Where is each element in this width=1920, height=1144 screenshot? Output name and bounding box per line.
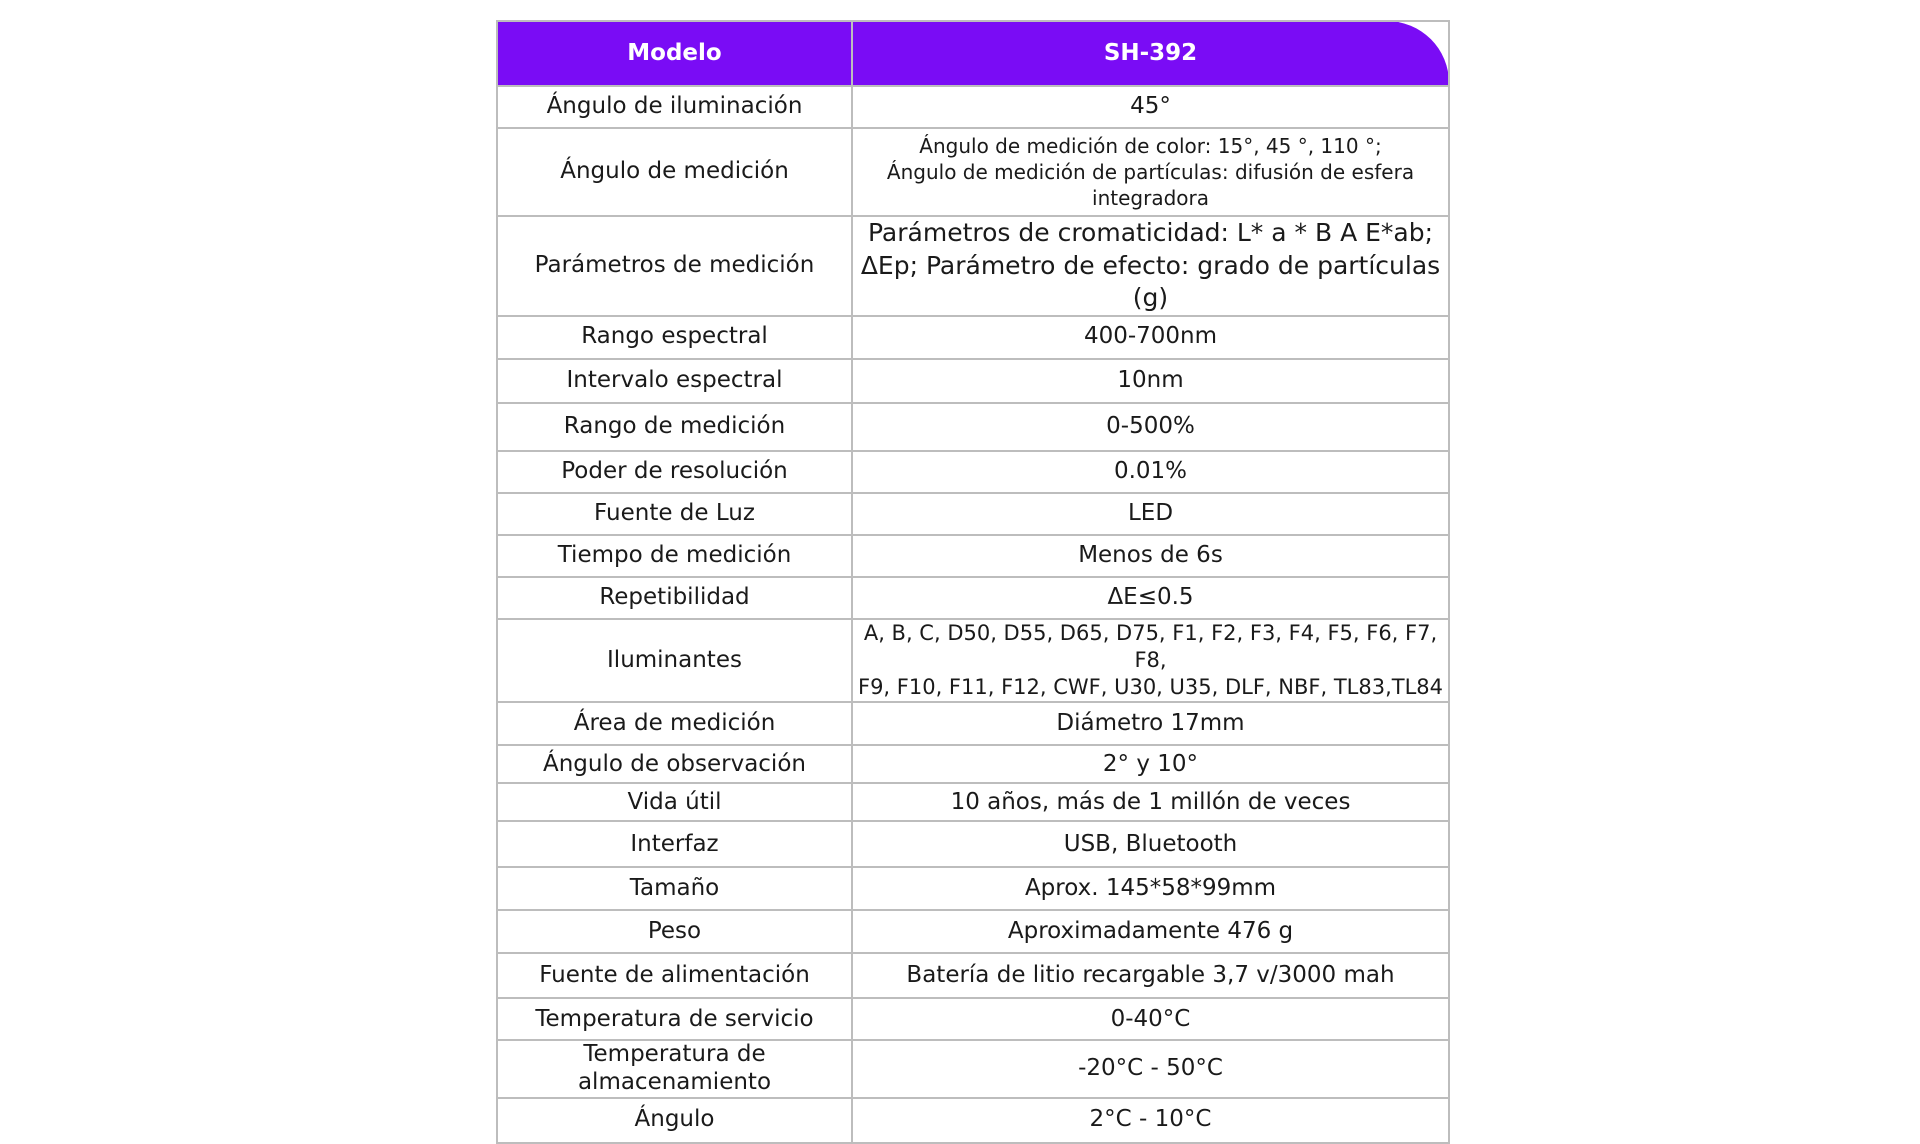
spec-value: A, B, C, D50, D55, D65, D75, F1, F2, F3, F4, F5, F6, F7, F8, F9, F10, F11, F12, CWF, U30, U35, DLF, NBF, TL83,TL84 (852, 619, 1449, 703)
table-row (497, 910, 1449, 953)
spec-label: Ángulo de iluminación (497, 86, 852, 128)
table-row (497, 359, 1449, 403)
table-row (497, 998, 1449, 1040)
spec-value: Diámetro 17mm (852, 702, 1449, 745)
table-row (497, 619, 1449, 703)
spec-label: Poder de resolución (497, 451, 852, 493)
table-row (497, 1098, 1449, 1143)
spec-value: LED (852, 493, 1449, 535)
table-row (497, 216, 1449, 316)
spec-label: Fuente de alimentación (497, 953, 852, 998)
spec-value: 400-700nm (852, 316, 1449, 359)
table-row (497, 493, 1449, 535)
table-row (497, 1040, 1449, 1097)
spec-label: Ángulo de medición (497, 128, 852, 216)
table-row (497, 451, 1449, 493)
spec-value: 0-500% (852, 403, 1449, 451)
spec-value: 45° (852, 86, 1449, 128)
header-model-label: Modelo (497, 21, 852, 86)
spec-value: 2°C - 10°C (852, 1098, 1449, 1143)
spec-value: Ángulo de medición de color: 15°, 45 °, 110 °; Ángulo de medición de partículas: difusión de esfera integradora (852, 128, 1449, 216)
header-row (497, 21, 1449, 86)
table-row (497, 316, 1449, 359)
spec-label: Área de medición (497, 702, 852, 745)
spec-label: Interfaz (497, 821, 852, 867)
spec-label: Rango espectral (497, 316, 852, 359)
table-row (497, 745, 1449, 783)
spec-label: Repetibilidad (497, 577, 852, 619)
spec-value: 10nm (852, 359, 1449, 403)
spec-value: ΔE≤0.5 (852, 577, 1449, 619)
table-row (497, 702, 1449, 745)
table-row (497, 403, 1449, 451)
spec-label: Tamaño (497, 867, 852, 910)
spec-value: Menos de 6s (852, 535, 1449, 577)
spec-label: Iluminantes (497, 619, 852, 703)
spec-label: Ángulo de observación (497, 745, 852, 783)
spec-label: Temperatura de servicio (497, 998, 852, 1040)
spec-value: Batería de litio recargable 3,7 v/3000 mah (852, 953, 1449, 998)
spec-value: 0.01% (852, 451, 1449, 493)
spec-label: Ángulo (497, 1098, 852, 1143)
spec-label: Parámetros de medición (497, 216, 852, 316)
spec-label: Peso (497, 910, 852, 953)
spec-value: -20°C - 50°C (852, 1040, 1449, 1097)
spec-value: Aproximadamente 476 g (852, 910, 1449, 953)
header-model-value: SH-392 (852, 21, 1449, 86)
table-row (497, 867, 1449, 910)
table-row (497, 821, 1449, 867)
spec-value: 0-40°C (852, 998, 1449, 1040)
table-row (497, 577, 1449, 619)
spec-label: Fuente de Luz (497, 493, 852, 535)
table-row (497, 783, 1449, 821)
table-row (497, 535, 1449, 577)
spec-value: USB, Bluetooth (852, 821, 1449, 867)
table-row (497, 953, 1449, 998)
spec-value: Parámetros de cromaticidad: L* a * B A E*ab; ΔEp; Parámetro de efecto: grado de partículas (g) (852, 216, 1449, 316)
spec-label: Rango de medición (497, 403, 852, 451)
spec-value: 2° y 10° (852, 745, 1449, 783)
spec-table (496, 20, 1450, 1144)
spec-value: 10 años, más de 1 millón de veces (852, 783, 1449, 821)
spec-label: Vida útil (497, 783, 852, 821)
spec-label: Intervalo espectral (497, 359, 852, 403)
table-row (497, 128, 1449, 216)
spec-label: Temperatura de almacenamiento (497, 1040, 852, 1097)
table-row (497, 86, 1449, 128)
spec-value: Aprox. 145*58*99mm (852, 867, 1449, 910)
spec-label: Tiempo de medición (497, 535, 852, 577)
